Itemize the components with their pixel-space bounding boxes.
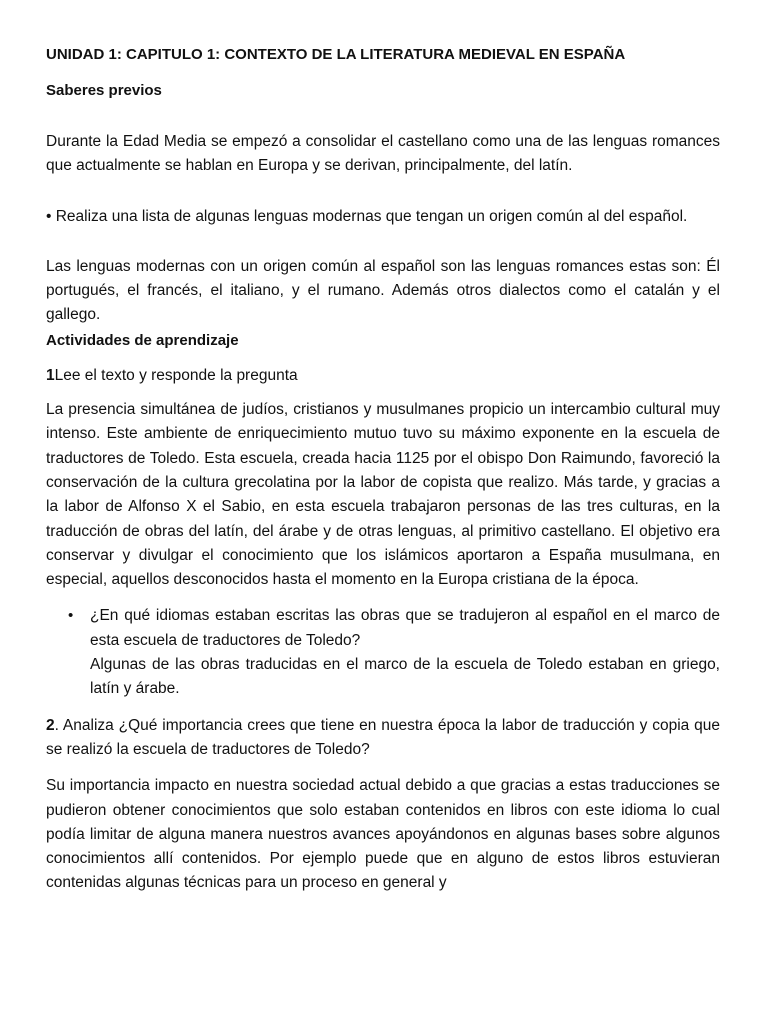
bullet-marker: • xyxy=(68,607,74,625)
reading-text-paragraph: La presencia simultánea de judíos, cristianos y musulmanes propicio un intercambio cultural muy intenso. Este ambiente de enriquecimiento mutuo tuvo su máximo exponente en la escuela de traductores de Toledo. Esta escuela, creada hacia 1125 por el obispo Don Raimundo, favoreció la conservación de la cultura grecolatina por la labor de copista que realizo. Más tarde, y gracias a la labor de Alfonso X el Sabio, en esta escuela trabajaron personas de las tres culturas, en la traducción de obras del latín, del árabe y de otras lenguas, al primitivo castellano. El objetivo era conservar y divulgar el conocimiento que los islámicos aportaron a España musulmana, en especial, aquellos desconocidos hasta el momento en la Europa cristiana de la época. xyxy=(46,401,720,589)
activity-1-instruction xyxy=(46,364,720,388)
activity-2-number: 2 xyxy=(46,716,55,734)
list-item xyxy=(68,604,720,701)
activity-2-instruction xyxy=(46,714,720,763)
activity-1-text: Lee el texto y responde la pregunta xyxy=(54,366,298,384)
activity-1-number: 1 xyxy=(46,366,55,384)
task-paragraph: • Realiza una lista de algunas lenguas modernas que tengan un origen común al del español. xyxy=(46,207,688,225)
bullet-question: ¿En qué idiomas estaban escritas las obras que se tradujeron al español en el marco de esta escuela de traductores de Toledo? xyxy=(90,607,720,649)
document-title: UNIDAD 1: CAPITULO 1: CONTEXTO DE LA LITERATURA MEDIEVAL EN ESPAÑA xyxy=(46,46,626,63)
intro-paragraph: Durante la Edad Media se empezó a consolidar el castellano como una de las lenguas romances que actualmente se hablan en Europa y se derivan, principalmente, del latín. xyxy=(46,133,720,175)
section-heading-actividades: Actividades de aprendizaje xyxy=(46,331,239,349)
answer-paragraph: Las lenguas modernas con un origen común al español son las lenguas romances estas son: Él portugués, el francés, el italiano, y el rumano. Además otros dialectos como el catalán y el gallego. xyxy=(46,257,720,324)
question-list xyxy=(46,604,720,701)
section-heading-saberes-previos: Saberes previos xyxy=(46,82,162,99)
bullet-answer: Algunas de las obras traducidas en el marco de la escuela de Toledo estaban en griego, latín y árabe. xyxy=(90,656,720,698)
importance-paragraph: Su importancia impacto en nuestra sociedad actual debido a que gracias a estas traducciones se pudieron obtener conocimientos que solo estaban contenidos en libros con este idioma lo cual podía limitar de alguna manera nuestros avances apoyándonos en algunas bases sobre algunos conocimientos allí contenidos. Por ejemplo puede que en alguno de estos libros estuvieran contenidas algunas técnicas para un proceso en general y xyxy=(46,777,720,892)
activity-2-text: . Analiza ¿Qué importancia crees que tiene en nuestra época la labor de traducción y copia que se realizó la escuela de traductores de Toledo? xyxy=(46,716,720,758)
